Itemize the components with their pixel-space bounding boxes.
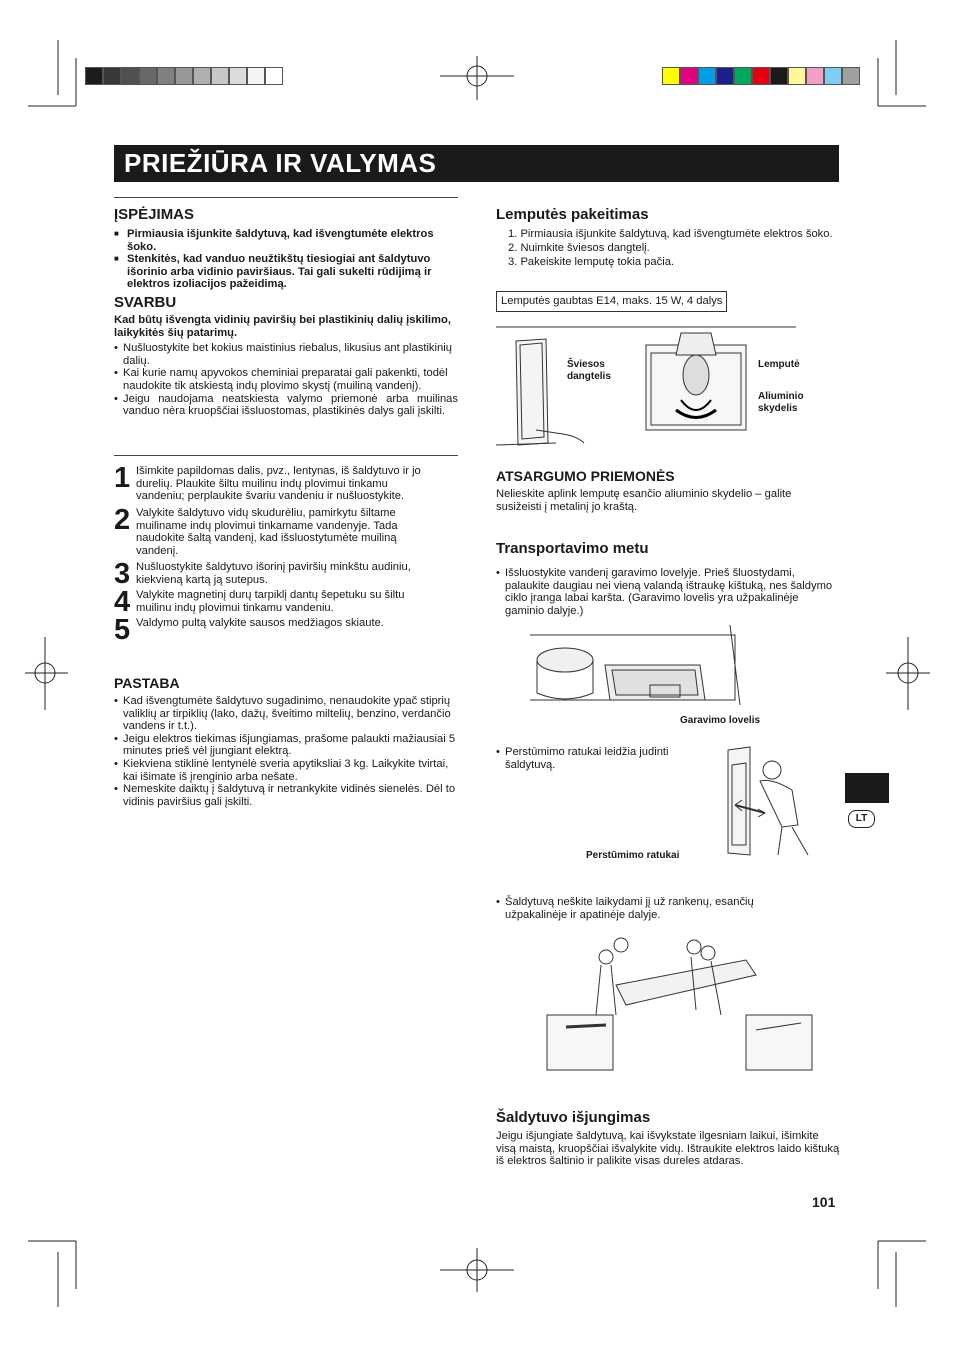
label-aluminium-shield: Aliuminio skydelis bbox=[758, 391, 804, 414]
grayscale-color-bar bbox=[85, 67, 283, 85]
transport-item: • Šaldytuvą neškite laikydami jį už rankenų, esančių užpakalinėje ir apatinėje dalyje. bbox=[496, 896, 786, 921]
shutdown-text: Jeigu išjungiate šaldytuvą, kai išvykstate ilgesniam laikui, išimkite visą maistą, kruopščiai išvalykite vidų. Ištraukite elektros laido kištuką iš elektros šaltinio ir palikite visas dureles atdaras. bbox=[496, 1130, 840, 1168]
transport-item: • Išsluostykite vandenį garavimo lovelyje. Prieš šluostydami, palaukite daugiau nei vieną valandą ištraukę kištuką, nes šaldymo ciklo įranga labai karšta. (Garavimo lovelis yra užpakalinėje gaminio dalyje.) bbox=[496, 567, 839, 617]
transport-item: • Perstūmimo ratukai leidžia judinti šaldytuvą. bbox=[496, 746, 696, 771]
color-swatch bbox=[698, 67, 716, 85]
color-swatch bbox=[193, 67, 211, 85]
step-1 bbox=[114, 462, 436, 503]
transport-heading: Transportavimo metu bbox=[496, 540, 649, 557]
note-item: • Jeigu elektros tiekimas išjungiamas, prašome palaukti mažiausiai 5 minutes prieš vėl įjungiant elektrą. bbox=[114, 733, 458, 758]
step-number: 5 bbox=[114, 614, 131, 646]
warning-item: ■ Pirmiausia išjunkite šaldytuvą, kad išvengtumėte elektros šoko. bbox=[114, 228, 458, 253]
warning-item: ■ Stenkitės, kad vanduo neužtikštų tiesiogiai ant šaldytuvo išorinio arba vidinio paviršiaus. Tai gali sukelti rūdijimą ir elektros izoliacijos pažeidimą. bbox=[114, 253, 458, 291]
step-text: Valdymo pultą valykite sausos medžiagos skiaute. bbox=[136, 617, 384, 629]
note-item: • Kad išvengtumėte šaldytuvo sugadinimo, nenaudokite ypač stiprių valiklių ar tirpiklių (lako, dažų, šveitimo miltelių, benzino, verdančio vandens ir t.t.). bbox=[114, 695, 458, 733]
caution-heading: ATSARGUMO PRIEMONĖS bbox=[496, 468, 675, 484]
label-light-cover: Šviesos dangtelis bbox=[567, 359, 611, 382]
page-title: PRIEŽIŪRA IR VALYMAS bbox=[124, 148, 437, 178]
important-item: • Kai kurie namų apyvokos cheminiai preparatai gali pakenkti, todėl naudokite tik atskiestą indų plovimo skystį (muiliną vandenį). bbox=[114, 367, 458, 392]
step-text: Nušluostykite šaldytuvo išorinį paviršių minkštu audiniu, kiekvieną kartą ją sutepus. bbox=[136, 561, 411, 586]
warning-section bbox=[114, 206, 458, 291]
label-moving-wheels: Perstūmimo ratukai bbox=[586, 850, 680, 861]
color-swatch bbox=[247, 67, 265, 85]
color-swatch bbox=[734, 67, 752, 85]
warning-heading: ĮSPĖJIMAS bbox=[114, 206, 195, 223]
step-text: Valykite šaldytuvo vidų skudurėliu, pamirkytu šiltame muiliname indų plovimui tinkamame vandenyje. Tada naudokite šaltą vandenį, kad išsluostytumėte muiliną vandenį. bbox=[136, 507, 398, 557]
page-number: 101 bbox=[812, 1194, 836, 1210]
language-badge: LT bbox=[848, 810, 875, 828]
step-text: Valykite magnetinį durų tarpiklį dantų šepetuku su šiltu muilinu indų plovimui tinkamu vandeniu. bbox=[136, 589, 405, 614]
note-heading: PASTABA bbox=[114, 675, 180, 691]
color-swatch bbox=[175, 67, 193, 85]
step-3 bbox=[114, 558, 436, 590]
bulb-spec-box: Lemputės gaubtas E14, maks. 15 W, 4 dalys bbox=[496, 291, 727, 312]
bulb-step: 1. Pirmiausia išjunkite šaldytuvą, kad išvengtumėte elektros šoko. bbox=[508, 228, 833, 240]
carry-note bbox=[496, 896, 786, 921]
important-heading: SVARBU bbox=[114, 294, 177, 311]
step-text: Išimkite papildomas dalis, pvz., lentynas, iš šaldytuvo ir jo durelių. Plaukite šiltu muilinu indų plovimui tinkamu vandeniu; perplaukite švariu vandeniu ir nušluostykite. bbox=[136, 465, 421, 503]
color-swatch bbox=[788, 67, 806, 85]
step-5 bbox=[114, 614, 436, 646]
evaporation-tray-illustration bbox=[530, 625, 750, 725]
color-swatch bbox=[806, 67, 824, 85]
step-number: 1 bbox=[114, 462, 131, 494]
important-item: • Nušluostykite bet kokius maistinius riebalus, likusius ant plastikinių dalių. bbox=[114, 342, 458, 367]
note-item: • Kiekviena stiklinė lentynėlė sveria apytiksliai 3 kg. Laikykite tvirtai, kai išimate iš įrenginio arba nešate. bbox=[114, 758, 458, 783]
color-swatch bbox=[770, 67, 788, 85]
divider bbox=[114, 455, 458, 456]
step-number: 4 bbox=[114, 586, 131, 618]
color-swatch bbox=[680, 67, 698, 85]
bulb-step: 3. Pakeiskite lemputę tokia pačia. bbox=[508, 256, 675, 268]
color-swatch bbox=[139, 67, 157, 85]
color-swatch bbox=[842, 67, 860, 85]
shutdown-heading: Šaldytuvo išjungimas bbox=[496, 1109, 651, 1126]
step-number: 2 bbox=[114, 504, 131, 536]
bulb-section bbox=[496, 206, 839, 269]
caution-text: Nelieskite aplink lemputę esančio aliuminio skydelio – galite susižeisti į metalinį jo kraštą. bbox=[496, 488, 792, 513]
carrying-illustration bbox=[546, 935, 816, 1075]
step-2 bbox=[114, 504, 436, 557]
wheels-illustration bbox=[720, 745, 820, 860]
color-swatch bbox=[103, 67, 121, 85]
caution-section bbox=[496, 468, 839, 513]
step-4 bbox=[114, 586, 436, 618]
color-swatch bbox=[121, 67, 139, 85]
title-bar bbox=[114, 145, 839, 182]
note-item: • Nemeskite daiktų į šaldytuvą ir netrankykite vidinės sienelės. Dėl to vidinis paviršius gali įskilti. bbox=[114, 783, 458, 808]
note-section bbox=[114, 675, 458, 808]
bulb-illustration bbox=[496, 325, 841, 455]
color-swatch bbox=[211, 67, 229, 85]
shutdown-section bbox=[496, 1109, 841, 1168]
important-item: • Jeigu naudojama neatskiesta valymo priemonė arba muilinas vanduo nėra kruopščiai išsluostomas, plastikinės dalys gali įskilti. bbox=[114, 393, 458, 418]
wheels-note bbox=[496, 746, 696, 771]
color-swatch bbox=[229, 67, 247, 85]
color-swatch bbox=[752, 67, 770, 85]
language-tab-block bbox=[845, 773, 889, 803]
divider bbox=[114, 197, 458, 198]
bulb-heading: Lemputės pakeitimas bbox=[496, 206, 649, 223]
color-swatch bbox=[662, 67, 680, 85]
color-swatch bbox=[265, 67, 283, 85]
bulb-step: 2. Nuimkite šviesos dangtelį. bbox=[508, 242, 650, 254]
transport-section bbox=[496, 540, 839, 617]
color-swatch bbox=[824, 67, 842, 85]
important-section bbox=[114, 294, 458, 418]
color-swatch bbox=[85, 67, 103, 85]
process-color-bar bbox=[662, 67, 860, 85]
color-swatch bbox=[157, 67, 175, 85]
color-swatch bbox=[716, 67, 734, 85]
label-bulb: Lemputė bbox=[758, 359, 800, 370]
label-evaporation-tray: Garavimo lovelis bbox=[680, 715, 761, 726]
step-number: 3 bbox=[114, 558, 131, 590]
important-intro: Kad būtų išvengta vidinių paviršių bei plastikinių dalių įskilimo, laikykitės šių patarimų. bbox=[114, 314, 451, 339]
